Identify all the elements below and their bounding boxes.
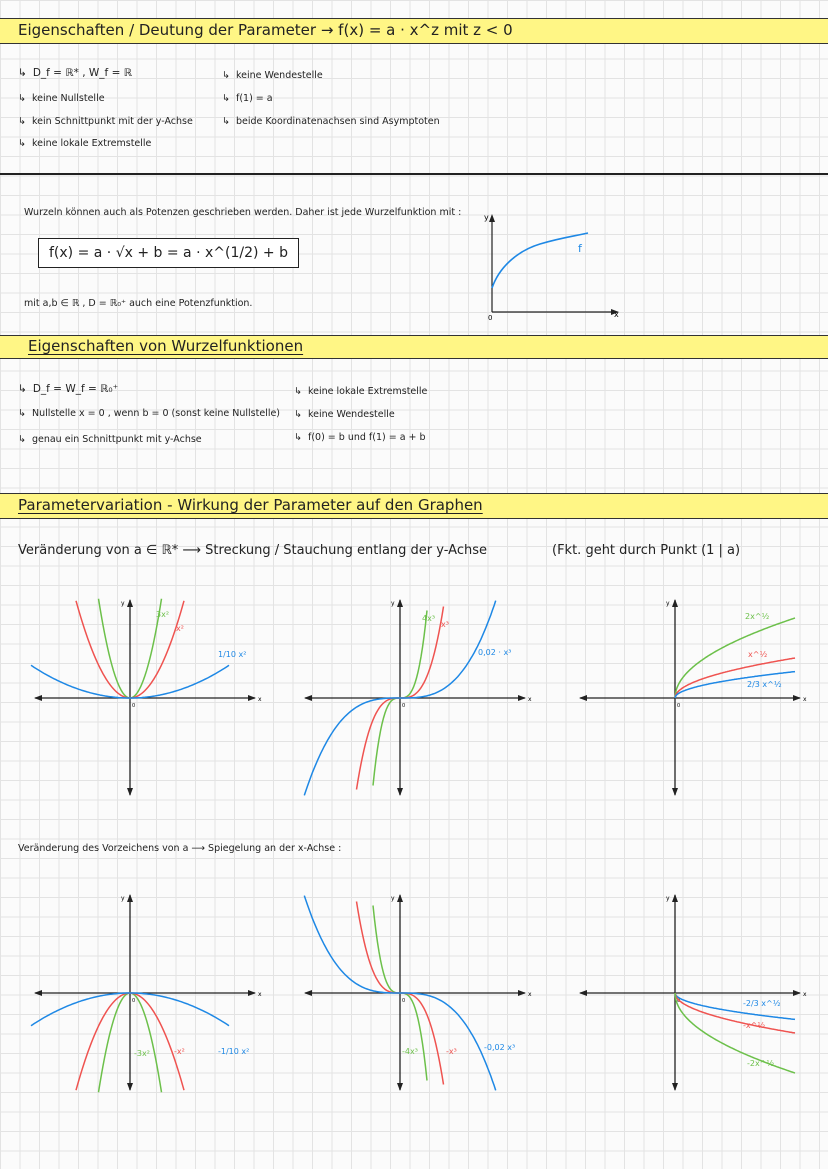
y-axis-arrow-down <box>397 1083 403 1091</box>
label-neg2sqrt: -2x^½ <box>747 1059 775 1068</box>
x-axis-arrow-left <box>579 990 587 996</box>
label-3x2: 3x² <box>156 610 170 619</box>
list-item: ↳ beide Koordinatenachsen sind Asymptoten <box>222 116 440 127</box>
section1-title: Eigenschaften / Deutung der Parameter → f(x) = a · x^z mit z < 0 <box>18 21 513 39</box>
list-item-text: f(1) = a <box>235 93 273 104</box>
graph-cubic-stretch <box>300 595 530 800</box>
label-2sqrt: 2x^½ <box>745 612 770 621</box>
x-axis-arrow-left <box>304 695 312 701</box>
list-item-text: keine lokale Extremstelle <box>307 386 428 397</box>
label-x3: x³ <box>441 620 449 629</box>
root-condition: mit a,b ∈ ℝ , D = ℝ₀⁺ auch eine Potenzfunktion. <box>24 298 253 309</box>
label-sqrt: x^½ <box>748 650 768 659</box>
y-axis-arrow <box>127 894 133 902</box>
y-axis-arrow-down <box>672 788 678 796</box>
label-0.1x2: 1/10 x² <box>218 650 247 659</box>
y-axis-arrow-down <box>672 1083 678 1091</box>
origin-label: 0 <box>677 998 681 1004</box>
x-axis-arrow <box>248 695 256 701</box>
root-plot-x: x <box>614 310 619 319</box>
list-item: ↳ genau ein Schnittpunkt mit y-Achse <box>18 434 202 445</box>
list-item-text: keine Wendestelle <box>307 409 395 420</box>
x-axis-arrow <box>793 990 801 996</box>
list-item-text: D_f = ℝ* , W_f = ℝ <box>32 67 133 79</box>
list-item-text: keine Nullstelle <box>31 93 105 104</box>
list-item: ↳ keine Nullstelle <box>18 93 105 104</box>
graph-root-stretch <box>575 595 805 800</box>
x-axis-arrow <box>793 695 801 701</box>
y-axis-arrow <box>397 599 403 607</box>
y-axis-label: y <box>666 895 670 902</box>
x-axis-arrow-left <box>34 990 42 996</box>
label-neg2/3sqrt: -2/3 x^½ <box>743 999 781 1008</box>
root-plot-origin: 0 <box>488 314 493 322</box>
list-item-text: keine Wendestelle <box>235 70 323 81</box>
root-curve <box>492 233 588 288</box>
root-intro-text: Wurzeln können auch als Potenzen geschrieben werden. Daher ist jede Wurzelfunktion mit : <box>24 207 462 218</box>
origin-label: 0 <box>132 703 136 709</box>
y-axis-arrow-down <box>397 788 403 796</box>
list-item-text: genau ein Schnittpunkt mit y-Achse <box>31 434 202 445</box>
stretch-text: Veränderung von a ∈ ℝ* ⟶ Streckung / Stauchung entlang der y-Achse <box>18 543 487 558</box>
label-negsqrt: -x^½ <box>743 1021 766 1030</box>
list-item-text: D_f = W_f = ℝ₀⁺ <box>32 383 119 395</box>
list-item: ↳ kein Schnittpunkt mit der y-Achse <box>18 116 193 127</box>
list-item: ↳ keine Wendestelle <box>294 409 395 420</box>
label-neg0.1x2: -1/10 x² <box>218 1047 250 1056</box>
x-axis-label: x <box>528 991 532 998</box>
x-axis-label: x <box>803 696 807 703</box>
x-axis-label: x <box>258 991 262 998</box>
origin-label: 0 <box>677 703 681 709</box>
x-axis-label: x <box>803 991 807 998</box>
y-axis-arrow-down <box>127 1083 133 1091</box>
list-item: ↳ keine lokale Extremstelle <box>294 386 428 397</box>
x-axis-arrow <box>518 695 526 701</box>
x-axis-arrow <box>518 990 526 996</box>
label-2/3sqrt: 2/3 x^½ <box>747 680 782 689</box>
x-axis-arrow-left <box>304 990 312 996</box>
list-item: ↳ keine lokale Extremstelle <box>18 138 152 149</box>
section3-title: Parametervariation - Wirkung der Parameter auf den Graphen <box>18 496 483 514</box>
y-axis-label: y <box>121 600 125 607</box>
y-axis-label: y <box>666 600 670 607</box>
list-item: ↳ D_f = W_f = ℝ₀⁺ <box>18 383 119 395</box>
label-neg4x3: -4x³ <box>402 1047 418 1056</box>
label-x2: x² <box>176 624 184 633</box>
list-item: ↳ keine Wendestelle <box>222 70 323 81</box>
label-neg3x2: -3x² <box>134 1049 150 1058</box>
y-axis-label: y <box>121 895 125 902</box>
origin-label: 0 <box>402 703 406 709</box>
x-axis-label: x <box>258 696 262 703</box>
y-axis-arrow <box>127 599 133 607</box>
y-axis-arrow <box>672 599 678 607</box>
root-plot <box>480 210 630 320</box>
label-0.02x3: 0,02 · x³ <box>478 648 512 657</box>
root-formula: f(x) = a · √x + b = a · x^(1/2) + b <box>38 238 299 268</box>
y-axis-arrow <box>672 894 678 902</box>
divider <box>0 173 828 175</box>
root-plot-y: y <box>484 213 489 222</box>
label-4x3: 4x³ <box>422 614 436 623</box>
list-item: ↳ D_f = ℝ* , W_f = ℝ <box>18 67 133 79</box>
graph-cubic-mirror <box>300 890 530 1095</box>
graph-root-mirror <box>575 890 805 1095</box>
list-item-text: kein Schnittpunkt mit der y-Achse <box>31 116 193 127</box>
list-item: ↳ f(0) = b und f(1) = a + b <box>294 432 426 443</box>
section2-title: Eigenschaften von Wurzelfunktionen <box>28 337 304 355</box>
y-axis-arrow <box>397 894 403 902</box>
mirror-text: Veränderung des Vorzeichens von a ⟶ Spiegelung an der x-Achse : <box>18 843 342 854</box>
point-note: (Fkt. geht durch Punkt (1 | a) <box>552 543 741 558</box>
root-plot-f: f <box>578 242 582 255</box>
list-item-text: beide Koordinatenachsen sind Asymptoten <box>235 116 440 127</box>
graph-parabola-mirror <box>30 890 260 1095</box>
origin-label: 0 <box>132 998 136 1004</box>
curve-sqrt <box>675 658 795 698</box>
origin-label: 0 <box>402 998 406 1004</box>
list-item-text: Nullstelle x = 0 , wenn b = 0 (sonst keine Nullstelle) <box>31 408 281 419</box>
label-neg0.02x3: -0,02 x³ <box>484 1043 516 1052</box>
y-axis-label: y <box>391 600 395 607</box>
x-axis-arrow-left <box>34 695 42 701</box>
list-item: ↳ Nullstelle x = 0 , wenn b = 0 (sonst keine Nullstelle) <box>18 408 281 419</box>
x-axis-arrow-left <box>579 695 587 701</box>
list-item-text: f(0) = b und f(1) = a + b <box>307 432 426 443</box>
y-axis-arrow-down <box>127 788 133 796</box>
x-axis-arrow <box>248 990 256 996</box>
label-negx2: -x² <box>174 1047 185 1056</box>
graph-parabola-stretch <box>30 595 260 800</box>
x-axis-label: x <box>528 696 532 703</box>
list-item-text: keine lokale Extremstelle <box>31 138 152 149</box>
y-axis-label: y <box>391 895 395 902</box>
list-item: ↳ f(1) = a <box>222 93 273 104</box>
label-negx3: -x³ <box>446 1047 457 1056</box>
